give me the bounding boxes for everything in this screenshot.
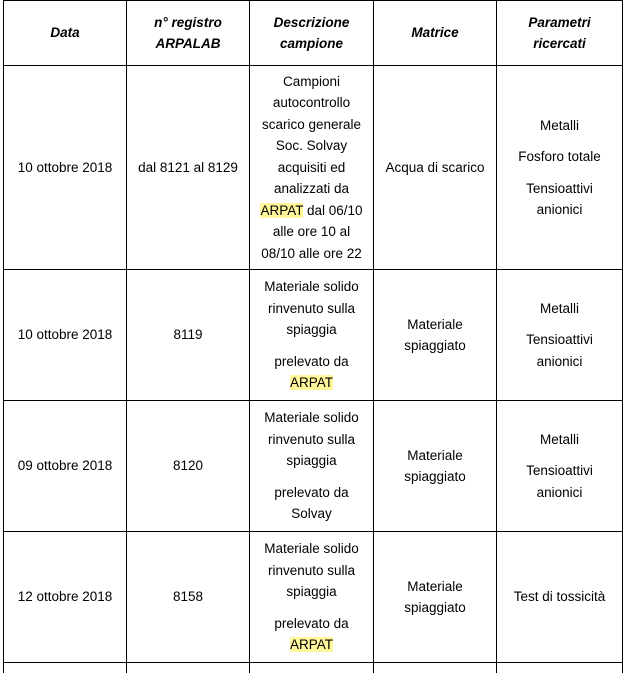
descrizione-text: prelevato da	[256, 613, 367, 635]
cell-matrice: Materiale spiaggiato	[374, 532, 497, 663]
cell-registro: dal 8121 al 8129	[127, 66, 250, 270]
parametro: Metalli	[503, 298, 616, 320]
parametro: Metalli	[503, 429, 616, 451]
cell-parametri	[497, 401, 623, 532]
header-matrice: Matrice	[374, 1, 497, 66]
header-descrizione: Descrizione campione	[250, 1, 374, 66]
cell-descrizione	[250, 66, 374, 270]
cell-descrizione	[250, 270, 374, 401]
arpat-highlight: ARPAT	[260, 203, 303, 218]
cell-registro: 8120	[127, 401, 250, 532]
descrizione-text: Materiale solido rinvenuto sulla spiaggia	[256, 276, 367, 341]
cell-parametri	[497, 66, 623, 270]
parametro: Tensioattivi anionici	[503, 460, 616, 503]
table-row	[4, 270, 623, 401]
table-row	[4, 401, 623, 532]
cell-matrice: Materiale spiaggiato	[374, 270, 497, 401]
header-row	[4, 1, 623, 66]
table-row	[4, 66, 623, 270]
parametro: Tensioattivi anionici	[503, 329, 616, 372]
cell-registro: 8158	[127, 532, 250, 663]
parametro: Metalli	[503, 115, 616, 137]
parametro: Tensioattivi anionici	[503, 178, 616, 221]
descrizione-text: dal 06/10 alle ore 10 al 08/10 alle ore 22	[261, 203, 362, 261]
table-row	[4, 532, 623, 663]
parametro: Test di tossicità	[503, 586, 616, 608]
descrizione-text: Campioni autocontrollo scarico generale Soc. Solvay acquisiti ed analizzati da	[262, 74, 361, 197]
cell-data: 10 ottobre 2018	[4, 66, 127, 270]
arpat-highlight: ARPAT	[290, 637, 333, 652]
descrizione-text: prelevato da Solvay	[256, 482, 367, 525]
descrizione-text: Materiale solido rinvenuto sulla spiaggia	[256, 538, 367, 603]
header-parametri: Parametri ricercati	[497, 1, 623, 66]
header-data: Data	[4, 1, 127, 66]
cell-descrizione	[250, 401, 374, 532]
descrizione-text: prelevato da	[256, 351, 367, 373]
cell-matrice: Materiale spiaggiato	[374, 401, 497, 532]
descrizione-text: Materiale solido rinvenuto sulla spiaggia	[256, 407, 367, 472]
parametro: Fosforo totale	[503, 146, 616, 168]
cell-registro: 8119	[127, 270, 250, 401]
cell-parametri	[497, 270, 623, 401]
cell-data: 09 ottobre 2018	[4, 401, 127, 532]
cell-descrizione	[250, 532, 374, 663]
header-registro: n° registro ARPALAB	[127, 1, 250, 66]
cell-data: 12 ottobre 2018	[4, 532, 127, 663]
cell-matrice: Acqua di scarico	[374, 66, 497, 270]
cell-data: 10 ottobre 2018	[4, 270, 127, 401]
samples-table	[3, 0, 623, 673]
arpat-highlight: ARPAT	[290, 375, 333, 390]
cell-parametri	[497, 532, 623, 663]
